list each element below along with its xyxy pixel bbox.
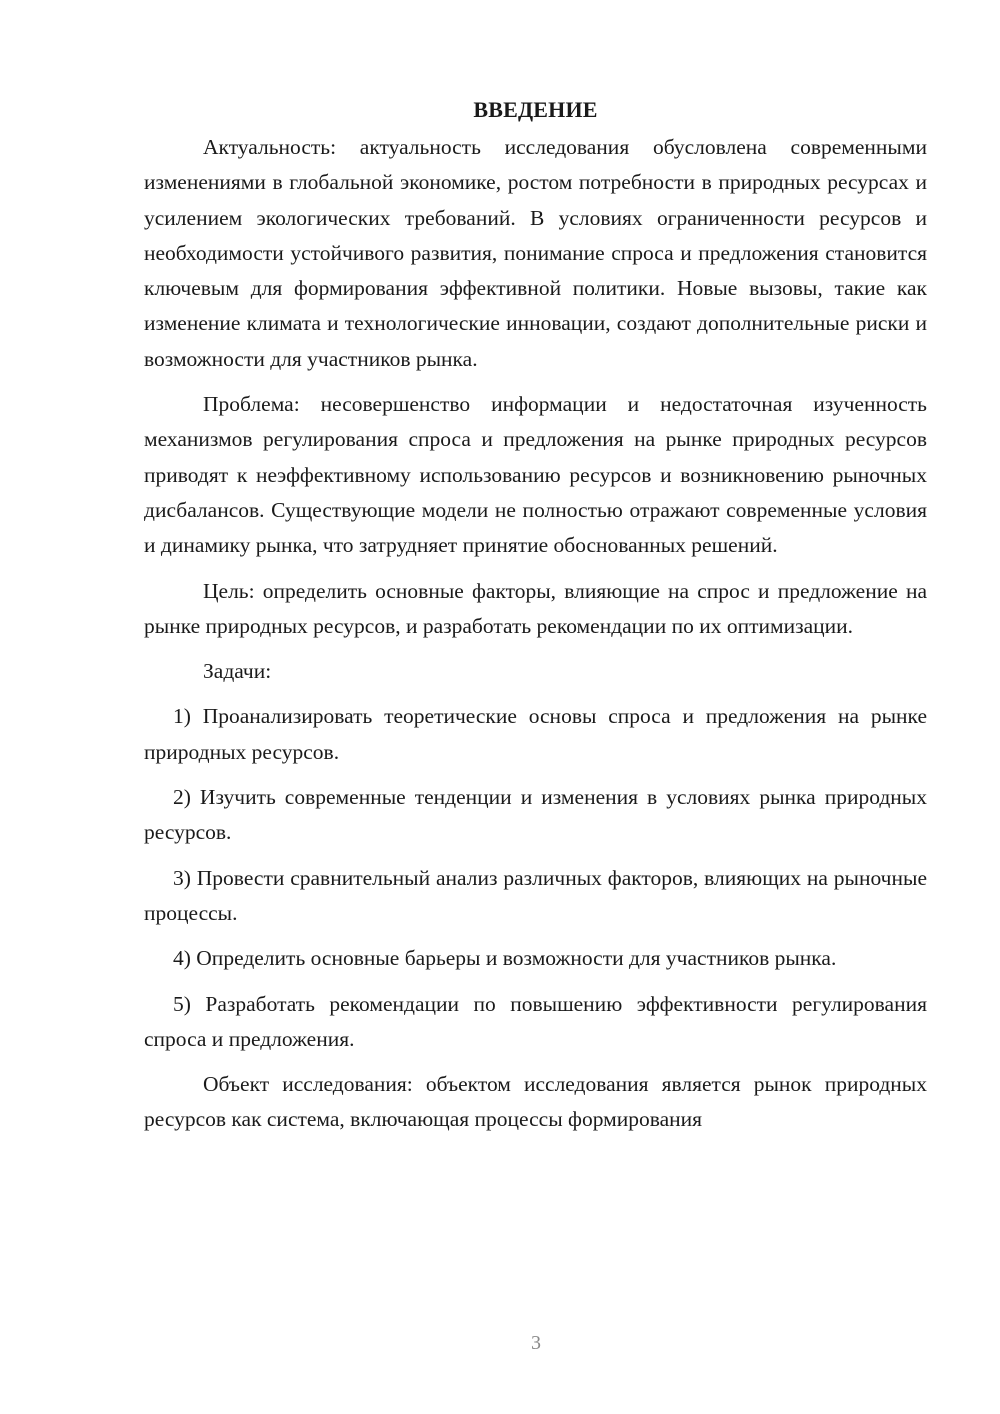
page-number: 3 (531, 1332, 541, 1354)
goal-paragraph: Цель: определить основные факторы, влияющие на спрос и предложение на рынке природных ресурсов, и разработать рекомендации по их оптимизации. (144, 578, 927, 638)
section-heading: ВВЕДЕНИЕ (473, 97, 598, 122)
document-page (144, 92, 927, 1148)
task-item-3: 3) Провести сравнительный анализ различных факторов, влияющих на рыночные процессы. (144, 865, 927, 925)
problem-paragraph: Проблема: несовершенство информации и недостаточная изученность механизмов регулирования спроса и предложения на рынке природных ресурсов приводят к неэффективному использованию ресурсов и возникновению рыночных дисбалансов. Существующие модели не полностью отражают современные условия и динамику рынка, что затрудняет принятие обоснованных решений. (144, 392, 927, 558)
relevance-paragraph: Актуальность: актуальность исследования обусловлена современными изменениями в глобальной экономике, ростом потребности в природных ресурсах и усилением экологических требований. В условиях ограниченности ресурсов и необходимости устойчивого развития, понимание спроса и предложения становится ключевым для формирования эффективной политики. Новые вызовы, такие как изменение климата и технологические инновации, создают дополнительные риски и возможности для участников рынка. (144, 135, 927, 371)
task-item-4: 4) Определить основные барьеры и возможности для участников рынка. (173, 946, 837, 971)
task-item-2: 2) Изучить современные тенденции и изменения в условиях рынка природных ресурсов. (144, 785, 927, 845)
task-item-5: 5) Разработать рекомендации по повышению эффективности регулирования спроса и предложения. (144, 991, 927, 1051)
object-paragraph: Объект исследования: объектом исследования является рынок природных ресурсов как система, включающая процессы формирования (144, 1072, 927, 1132)
task-item-1: 1) Проанализировать теоретические основы спроса и предложения на рынке природных ресурсов. (144, 704, 927, 764)
tasks-label: Задачи: (203, 659, 272, 684)
